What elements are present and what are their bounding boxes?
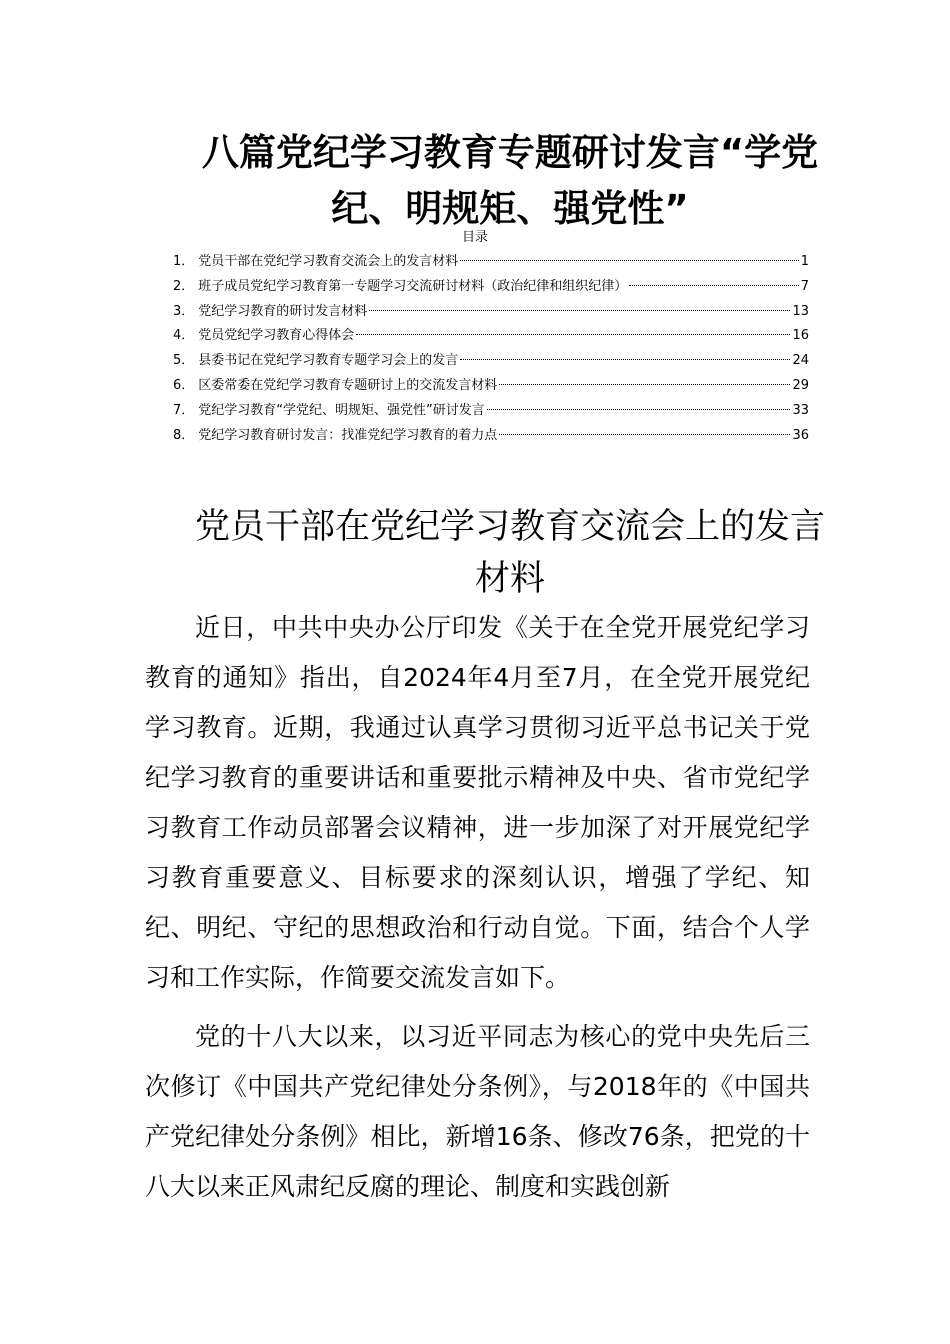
toc-item-page: 29 — [792, 377, 809, 393]
toc-item-page: 7 — [800, 278, 809, 294]
toc-item[interactable] — [173, 374, 809, 399]
toc-item-page: 36 — [792, 427, 809, 443]
toc-item-number: 8． — [173, 427, 195, 443]
body-paragraph: 近日，中共中央办公厅印发《关于在全党开展党纪学习教育的通知》指出，自2024年4月至7月，在全党开展党纪学习教育。近期，我通过认真学习贯彻习近平总书记关于党纪学习教育的重要讲话和重要批示精神及中央、省市党纪学习教育工作动员部署会议精神，进一步加深了对开展党纪学习教育重要意义、目标要求的深刻认识，增强了学纪、知纪、明纪、守纪的思想政治和行动自觉。下面，结合个人学习和工作实际，作简要交流发言如下。 — [145, 613, 810, 992]
toc-item-number: 2． — [173, 278, 195, 294]
toc-item-title: 区委常委在党纪学习教育专题研讨上的交流发言材料 — [198, 377, 498, 393]
section-title: 党员干部在党纪学习教育交流会上的发言材料 — [194, 507, 825, 599]
toc-item[interactable] — [173, 399, 809, 424]
toc-item-number: 1． — [173, 254, 195, 269]
toc-leader-dots — [369, 310, 790, 311]
toc-leader-dots — [356, 334, 790, 335]
toc-item-number: 3． — [173, 303, 195, 319]
main-title: 八篇党纪学习教育专题研讨发言“学党纪、明规矩、强党性” — [201, 131, 819, 230]
toc-item-page: 24 — [792, 353, 809, 369]
toc-leader-dots — [460, 260, 798, 261]
toc-item-number: 6． — [173, 377, 195, 393]
toc-item[interactable] — [173, 324, 809, 349]
toc-item[interactable] — [173, 424, 809, 449]
toc-item-page: 13 — [792, 303, 809, 319]
toc-item-page: 33 — [792, 402, 809, 418]
toc-item[interactable] — [173, 349, 809, 374]
table-of-contents — [173, 250, 809, 448]
toc-item-title: 党纪学习教育的研讨发言材料 — [198, 303, 368, 319]
toc-item-number: 4． — [173, 328, 195, 344]
toc-item-title: 县委书记在党纪学习教育专题学习会上的发言 — [198, 353, 459, 369]
toc-item-title: 党员干部在党纪学习教育交流会上的发言材料 — [198, 254, 459, 269]
body-text — [145, 603, 810, 1212]
toc-item-title: 党纪学习教育研讨发言：找准党纪学习教育的着力点 — [198, 427, 498, 443]
toc-item-title: 党员党纪学习教育心得体会 — [198, 328, 355, 344]
toc-leader-dots — [629, 285, 798, 286]
toc-item-number: 5． — [173, 353, 195, 369]
toc-item-title: 党纪学习教育“学党纪、明规矩、强党性”研讨发言 — [198, 402, 485, 418]
toc-item-title: 班子成员党纪学习教育第一专题学习交流研讨材料（政治纪律和组织纪律） — [198, 278, 628, 294]
toc-item[interactable] — [173, 250, 809, 275]
toc-leader-dots — [487, 409, 791, 410]
toc-heading: 目录 — [461, 230, 488, 245]
toc-leader-dots — [460, 359, 790, 360]
toc-item-page: 16 — [792, 328, 809, 344]
toc-item[interactable] — [173, 300, 809, 325]
toc-item[interactable] — [173, 275, 809, 300]
toc-item-number: 7． — [173, 402, 195, 418]
body-paragraph: 党的十八大以来，以习近平同志为核心的党中央先后三次修订《中国共产党纪律处分条例》，与2018年的《中国共产党纪律处分条例》相比，新增16条、修改76条，把党的十八大以来正风肃纪反腐的理论、制度和实践创新 — [145, 1022, 810, 1201]
toc-leader-dots — [499, 434, 790, 435]
toc-item-page: 1 — [800, 254, 809, 269]
toc-leader-dots — [499, 384, 790, 385]
